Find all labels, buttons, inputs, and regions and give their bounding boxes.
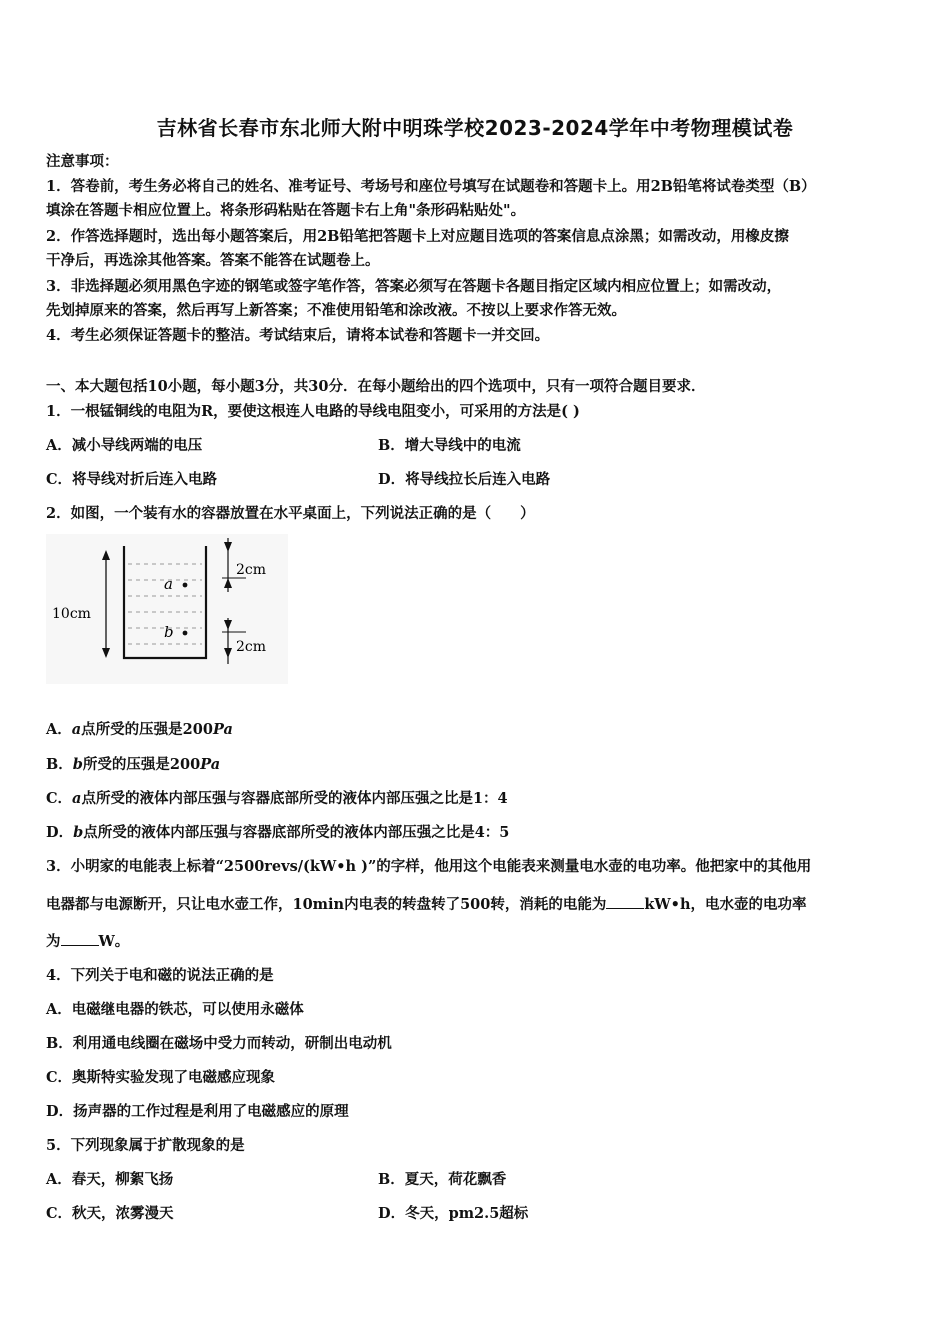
question-1-option-d: D．将导线拉长后连入电路: [378, 471, 551, 488]
notice-line: 填涂在答题卡相应位置上。将条形码粘贴在答题卡右上角"条形码粘贴处"。: [46, 202, 526, 219]
top-depth-label: 2cm: [236, 562, 267, 578]
question-2-option-d: D．b点所受的液体内部压强与容器底部所受的液体内部压强之比是4：5: [46, 824, 510, 841]
question-4-option-d: D．扬声器的工作过程是利用了电磁感应的原理: [46, 1103, 349, 1120]
notice-line: 3．非选择题必须用黑色字迹的钢笔或签字笔作答，答案必须写在答题卡各题目指定区域内相应位置上；如需改动，: [46, 278, 782, 295]
question-2-option-c: C．a点所受的液体内部压强与容器底部所受的液体内部压强之比是1：4: [46, 790, 508, 807]
point-b-dot: [183, 631, 188, 636]
answer-blank[interactable]: [606, 894, 644, 909]
question-3-line-2: 电器都与电源断开，只让电水壶工作，10min内电表的转盘转了500转，消耗的电能为 kW•h，电水壶的电功率: [46, 896, 807, 913]
question-4-option-b: B．利用通电线圈在磁场中受力而转动，研制出电动机: [46, 1035, 392, 1052]
question-4-option-c: C．奥斯特实验发现了电磁感应现象: [46, 1069, 276, 1086]
question-1-option-c: C．将导线对折后连入电路: [46, 471, 218, 488]
section-heading: 一、本大题包括10小题，每小题3分，共30分．在每小题给出的四个选项中，只有一项符合题目要求．: [46, 378, 706, 395]
question-3-line-1: 3．小明家的电能表上标着“2500revs/(kW•h )”的字样，他用这个电能表来测量电水壶的电功率。他把家中的其他用: [46, 858, 812, 875]
notice-line: 1．答卷前，考生务必将自己的姓名、准考证号、考场号和座位号填写在试题卷和答题卡上。用2B铅笔将试卷类型（B）: [46, 178, 816, 195]
question-4-stem: 4．下列关于电和磁的说法正确的是: [46, 967, 274, 984]
question-1-option-a: A．减小导线两端的电压: [46, 437, 203, 454]
answer-blank[interactable]: [61, 931, 99, 946]
height-label: 10cm: [52, 606, 91, 622]
question-5-stem: 5．下列现象属于扩散现象的是: [46, 1137, 245, 1154]
page-title: 吉林省长春市东北师大附中明珠学校2023-2024学年中考物理模试卷: [156, 116, 794, 140]
point-a-label: a: [164, 575, 173, 593]
question-3-line-3: 为 W。: [46, 933, 130, 950]
question-2-option-a: A．a点所受的压强是200Pa: [46, 721, 233, 738]
question-5-option-c: C．秋天，浓雾漫天: [46, 1205, 174, 1222]
question-5-option-a: A．春天，柳絮飞扬: [46, 1171, 174, 1188]
point-a-dot: [183, 583, 188, 588]
question-1-option-b: B．增大导线中的电流: [378, 437, 521, 454]
notice-line: 4．考生必须保证答题卡的整洁。考试结束后，请将本试卷和答题卡一并交回。: [46, 327, 550, 344]
bottom-height-label: 2cm: [236, 639, 267, 655]
point-b-label: b: [164, 623, 174, 641]
container-figure: [46, 534, 288, 684]
question-2-option-b: B．b所受的压强是200Pa: [46, 756, 221, 773]
notice-heading: 注意事项：: [46, 153, 119, 170]
question-2-stem: 2．如图，一个装有水的容器放置在水平桌面上，下列说法正确的是（ ）: [46, 505, 535, 522]
notice-line: 2．作答选择题时，选出每小题答案后，用2B铅笔把答题卡上对应题目选项的答案信息点涂黑；如需改动，用橡皮擦: [46, 228, 789, 245]
question-1-stem: 1．一根锰铜线的电阻为R，要使这根连人电路的导线电阻变小，可采用的方法是( ): [46, 403, 580, 420]
question-4-option-a: A．电磁继电器的铁芯，可以使用永磁体: [46, 1001, 304, 1018]
question-5-option-b: B．夏天，荷花飘香: [378, 1171, 507, 1188]
notice-line: 干净后，再选涂其他答案。答案不能答在试题卷上。: [46, 252, 380, 269]
question-5-option-d: D．冬天，pm2.5超标: [378, 1205, 529, 1222]
notice-line: 先划掉原来的答案，然后再写上新答案；不准使用铅笔和涂改液。不按以上要求作答无效。: [46, 302, 626, 319]
